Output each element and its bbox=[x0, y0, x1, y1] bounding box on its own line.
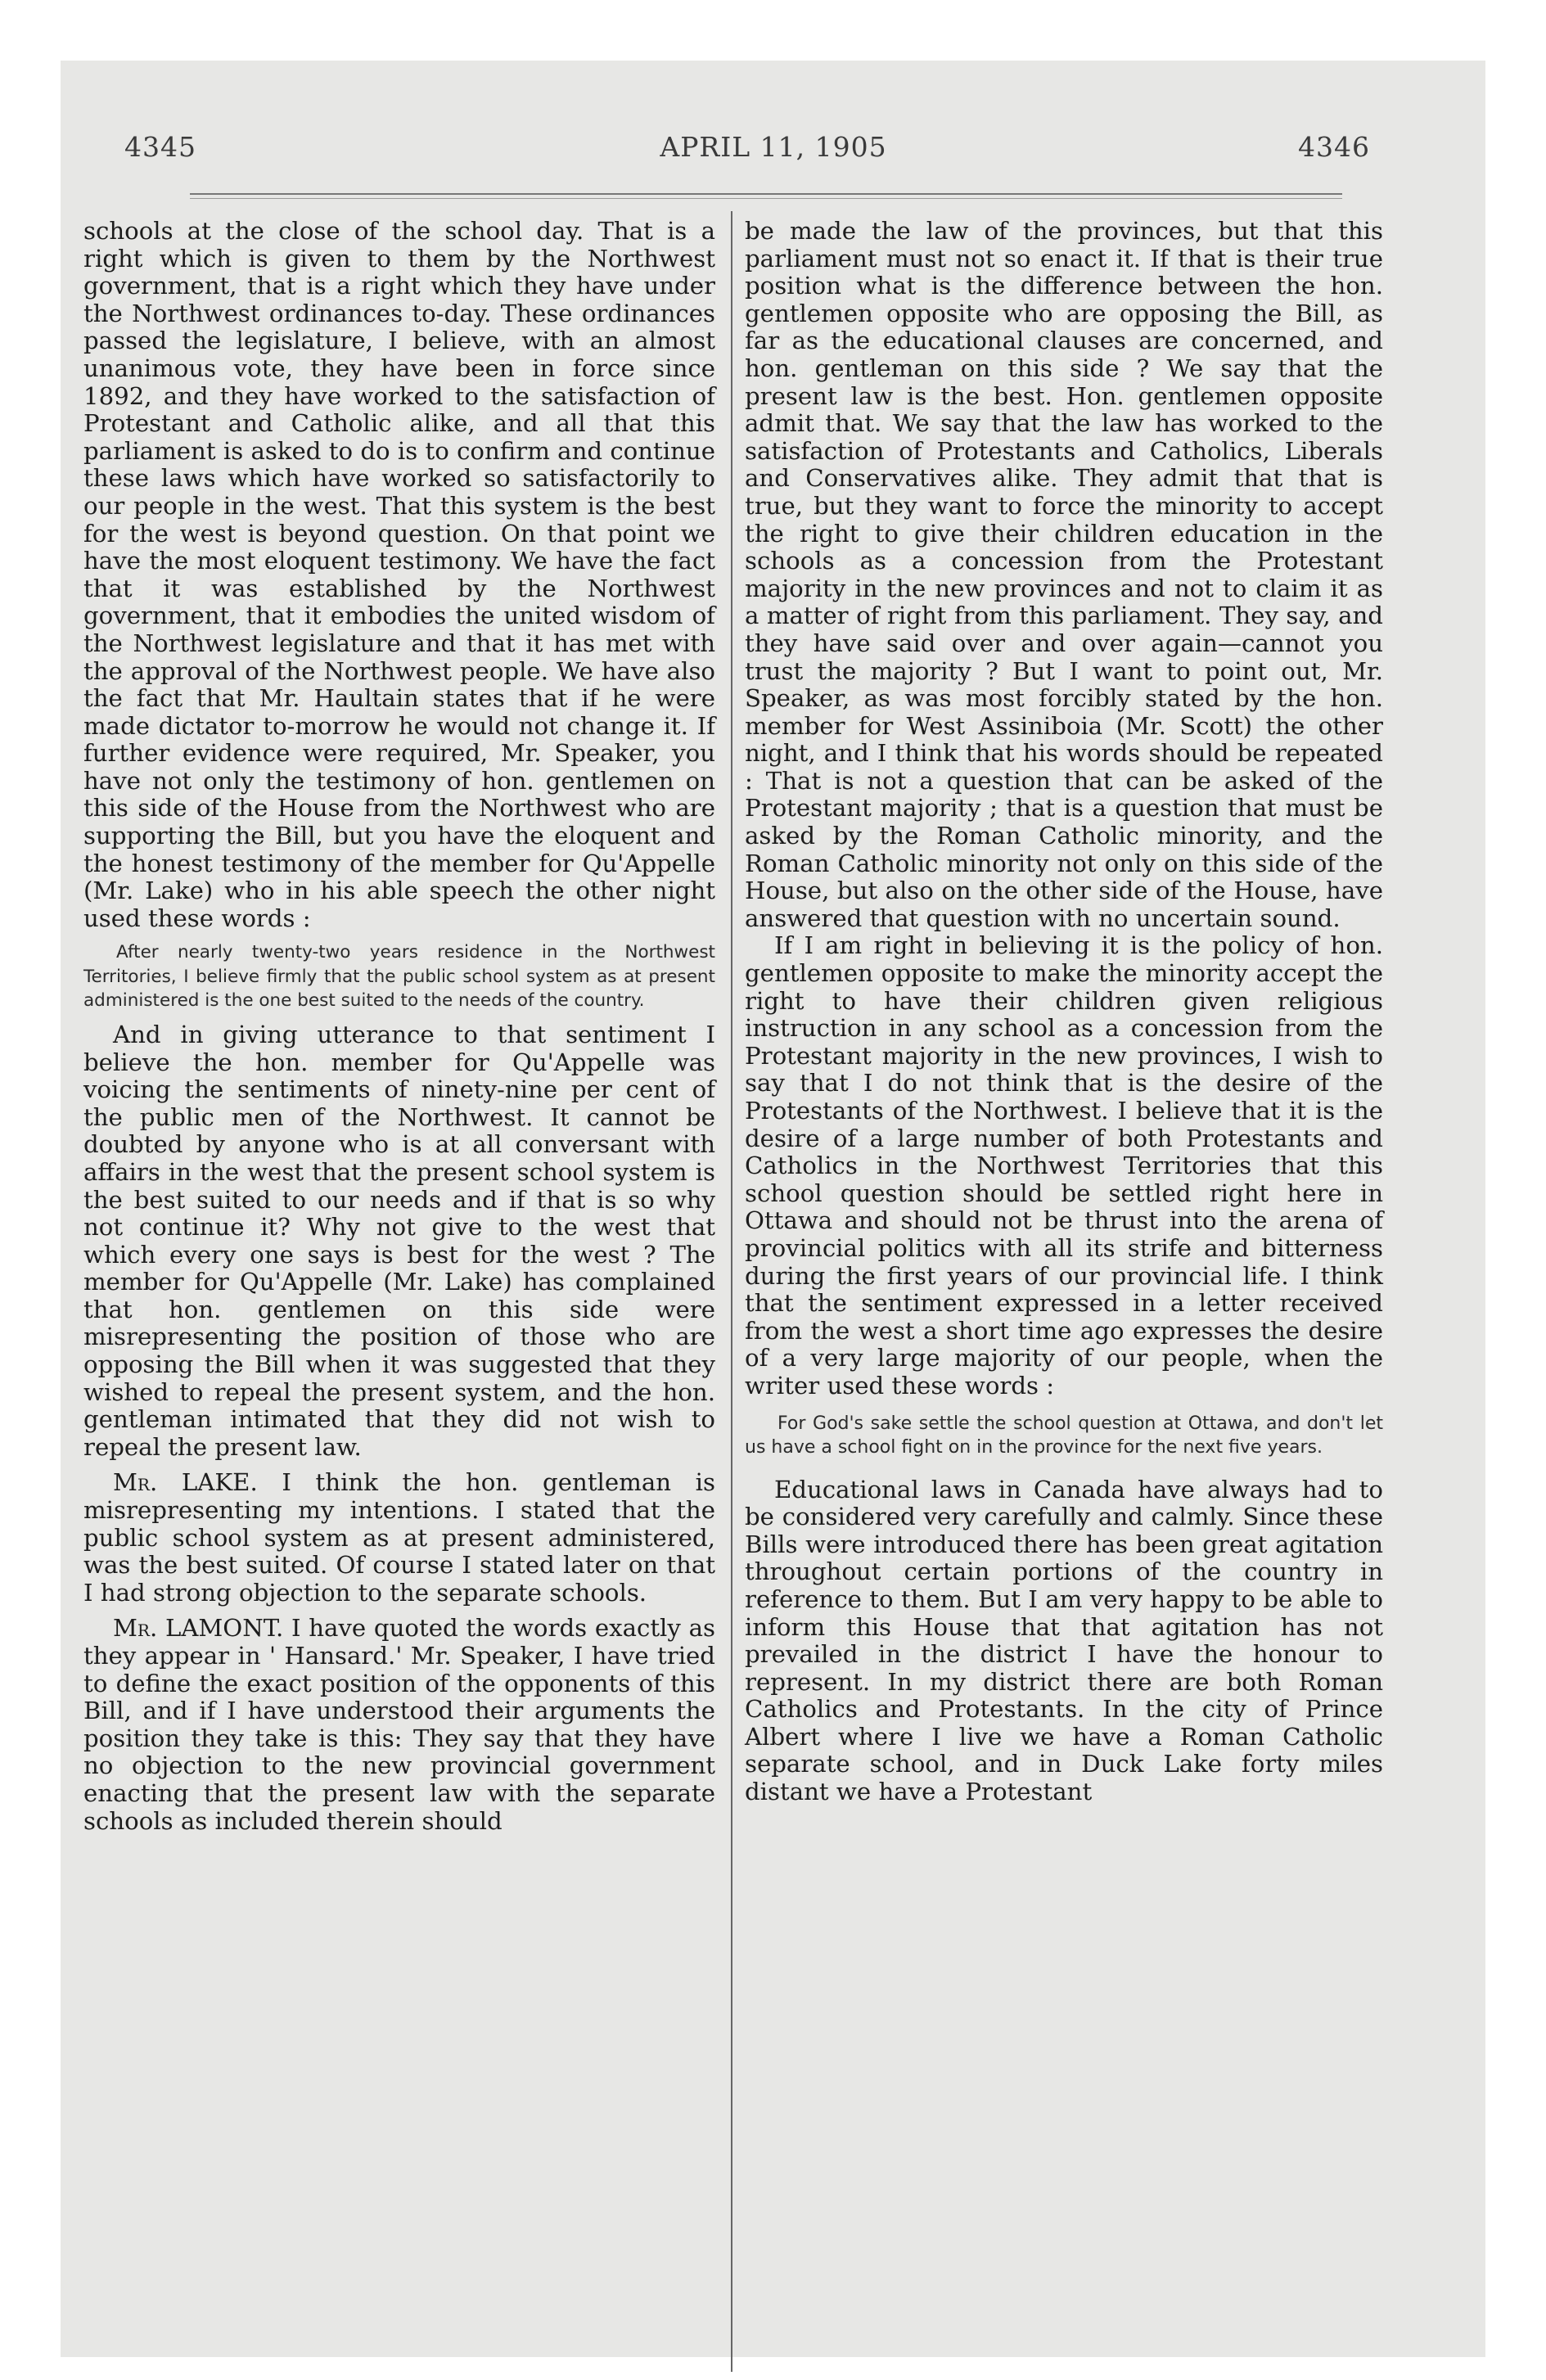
right-column bbox=[745, 218, 1383, 1806]
right-paragraph-1: be made the law of the provinces, but that this parliament must not so enact it. If that is their true position what is the difference between the hon. gentlemen opposite who are opposing the Bill, as far as the educational clauses are concerned, and hon. gentleman on this side ? We say that the present law is the best. Hon. gentlemen opposite admit that. We say that the law has worked to the satisfaction of Protestants and Catholics, Liberals and Conservatives alike. They admit that that is true, but they want to force the minority to accept the right to give their children education in the schools as a concession from the Protestant majority in the new provinces and not to claim it as a matter of right from this parliament. They say, and they have said over and over again—cannot you trust the majority ? But I want to point out, Mr. Speaker, as was most forcibly stated by the hon. member for West Assiniboia (Mr. Scott) the other night, and I think that his words should be repeated : That is not a question that can be asked of the Protestant majority ; that is a question that must be asked by the Roman Catholic minority, and the Roman Catholic minority not only on this side of the House, but also on the other side of the House, have answered that question with no uncertain sound. bbox=[745, 217, 1383, 932]
left-paragraph-2: And in giving utterance to that sentiment I believe the hon. member for Qu'Appelle was voicing the sentiments of ninety-nine per cent of the public men of the Northwest. It cannot be doubted by anyone who is at all conversant with affairs in the west that the present school system is the best suited to our needs and if that is so why not continue it? Why not give to the west that which every one says is best for the west ? The member for Qu'Appelle (Mr. Lake) has complained that hon. gentlemen on this side were misrepresenting the position of those who are opposing the Bill when it was suggested that they wished to repeal the present system, and the hon. gentleman intimated that they did not wish to repeal the present law. bbox=[83, 1020, 715, 1461]
left-paragraph-4-text: I have quoted the words exactly as they appear in ' Hansard.' Mr. Speaker, I have tried to define the exact position of the opponents of this Bill, and if I have understood their arguments the position they take is this: They say that they have no objection to the new provincial government enacting that the present law with the separate schools as included therein should bbox=[83, 1614, 715, 1835]
left-paragraph-1: schools at the close of the school day. That is a right which is given to them by the Northwest government, that is a right which they have under the Northwest ordinances to-day. These ordinances passed the legislature, I believe, with an almost unanimous vote, they have been in force since 1892, and they have worked to the satisfaction of Protestant and Catholic alike, and all that this parliament is asked to do is to confirm and continue these laws which have worked so satisfactorily to our people in the west. That this system is the best for the west is beyond question. On that point we have the most eloquent testimony. We have the fact that it was established by the Northwest government, that it embodies the united wisdom of the Northwest legislature and that it has met with the approval of the Northwest people. We have also the fact that Mr. Haultain states that if he were made dictator to-morrow he would not change it. If further evidence were required, Mr. Speaker, you have not only the testimony of hon. gentlemen on this side of the House from the Northwest who are supporting the Bill, but you have the eloquent and the honest testimony of the member for Qu'Appelle (Mr. Lake) who in his able speech the other night used these words : bbox=[83, 217, 715, 932]
right-paragraph-2: If I am right in believing it is the policy of hon. gentlemen opposite to make the minority accept the right to have their children given religious instruction in any school as a concession from the Protestant majority in the new provinces, I wish to say that I do not think that is the desire of the Protestants of the Northwest. I believe that it is the desire of a large number of both Protestants and Catholics in the Northwest Territories that this school question should be settled right here in Ottawa and should not be thrust into the arena of provincial politics with all its strife and bitterness during the first years of our provincial life. I think that the sentiment expressed in a letter received from the west a short time ago expresses the desire of a very large majority of our people, when the writer used these words : bbox=[745, 931, 1383, 1400]
right-quotation: For God's sake settle the school question at Ottawa, and don't let us have a school fight on in the province for the next five years. bbox=[745, 1413, 1383, 1458]
left-quotation: After nearly twenty-two years residence in the Northwest Territories, I believe firmly that the public school system as at present administered is the one best suited to the needs of the country. bbox=[83, 942, 715, 1012]
page-date: APRIL 11, 1905 bbox=[660, 131, 887, 163]
header-rule-secondary bbox=[190, 198, 1342, 199]
column-divider bbox=[731, 211, 732, 2372]
speaker-name-lake: Mr. LAKE. bbox=[113, 1468, 258, 1497]
header-rule bbox=[190, 193, 1342, 195]
right-paragraph-3: Educational laws in Canada have always had to be considered very carefully and calmly. Since these Bills were introduced there has been great agitation throughout certain portions of the country in reference to them. But I am very happy to be able to inform this House that that agitation has not prevailed in the district I have the honour to represent. In my district there are both Roman Catholics and Protestants. In the city of Prince Albert where I live we have a Roman Catholic separate school, and in Duck Lake forty miles distant we have a Protestant bbox=[745, 1475, 1383, 1806]
left-paragraph-3-text: I think the hon. gentleman is misrepresenting my intentions. I stated that the public school system as at present administered, was the best suited. Of course I stated later on that I had strong objection to the separate schools. bbox=[83, 1468, 715, 1607]
left-paragraph-4 bbox=[83, 1615, 715, 1835]
page-number-right: 4346 bbox=[1298, 131, 1370, 163]
page-number-left: 4345 bbox=[124, 131, 196, 163]
left-paragraph-3 bbox=[83, 1469, 715, 1607]
speaker-name-lamont: Mr. LAMONT. bbox=[113, 1614, 284, 1643]
left-column bbox=[83, 218, 715, 1835]
